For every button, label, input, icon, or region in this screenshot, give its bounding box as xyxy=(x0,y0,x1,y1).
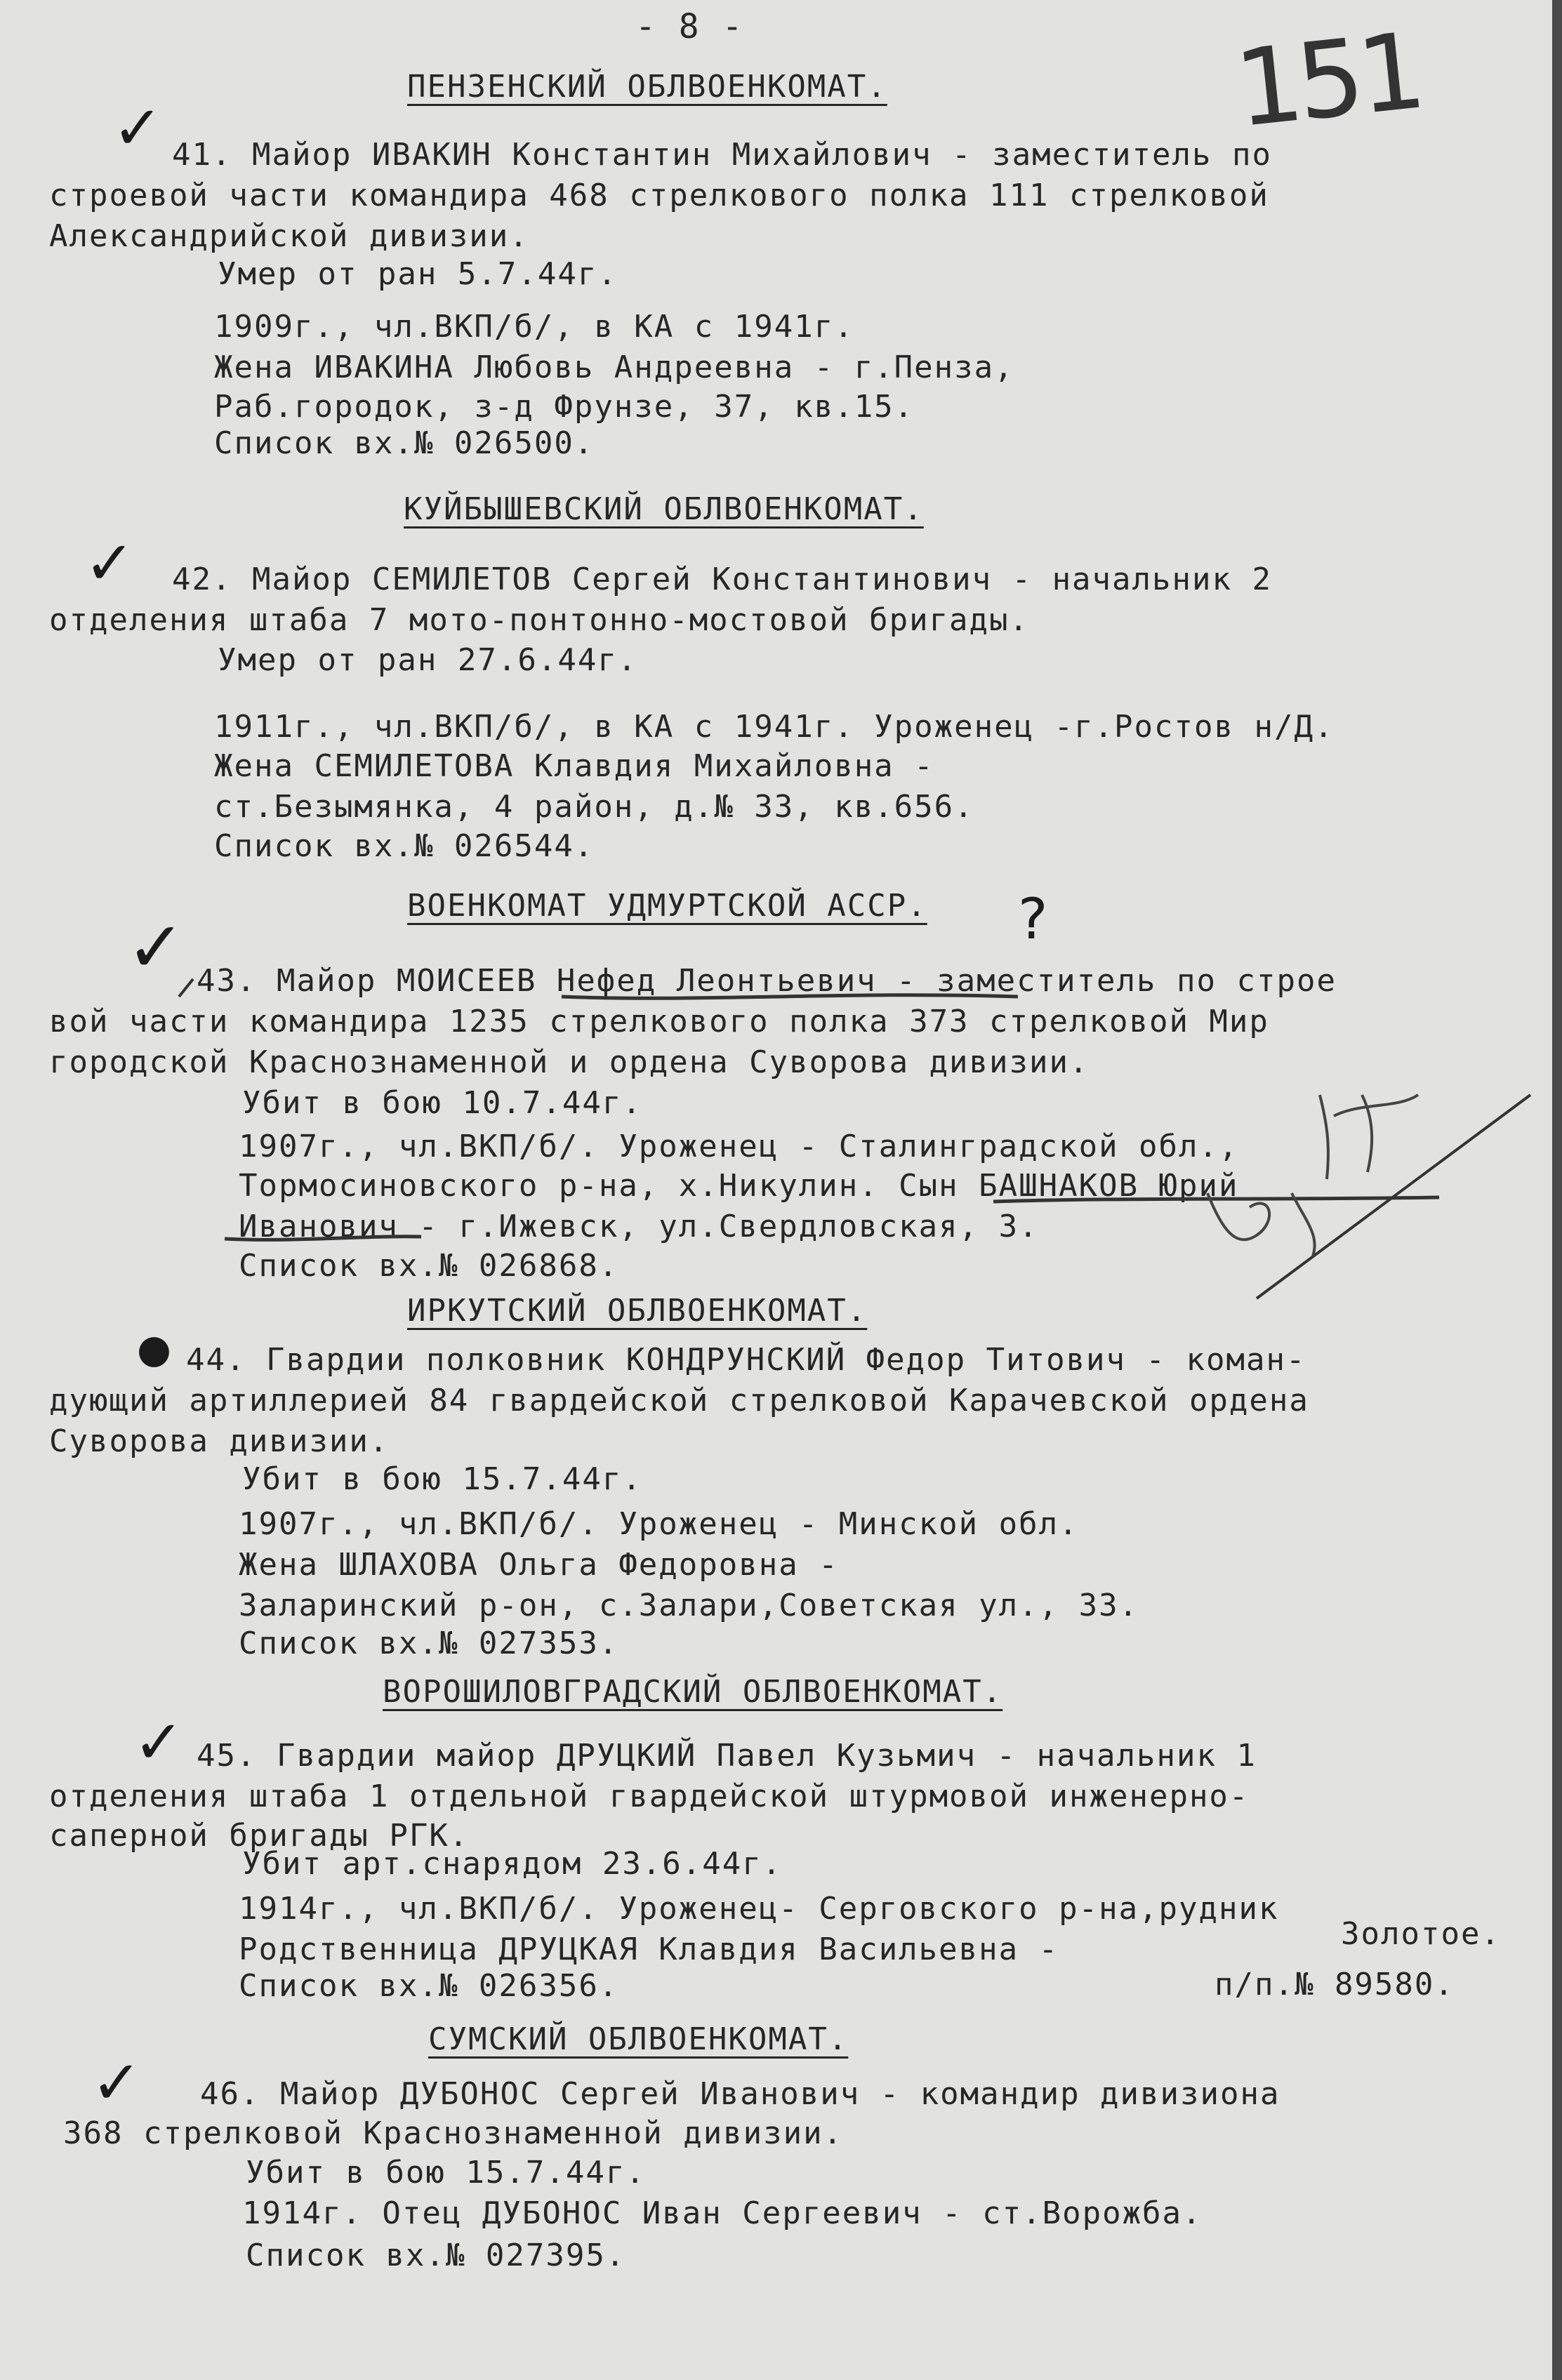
entry-42-line-7: Список вх.№ 026544. xyxy=(214,828,595,864)
pencil-signature xyxy=(1207,1095,1418,1256)
entry-45-line-6: Родственница ДРУЦКАЯ Клавдия Васильевна - xyxy=(239,1932,1059,1967)
section-header-sumy: СУМСКИЙ ОБЛВОЕНКОМАТ. xyxy=(428,2021,849,2057)
entry-42-line-3: Умер от ран 27.6.44г. xyxy=(218,642,638,678)
section-header-penza: ПЕНЗЕНСКИЙ ОБЛВОЕНКОМАТ. xyxy=(407,69,887,105)
check-mark-45: ✓ xyxy=(133,1708,186,1778)
page-number: - 8 - xyxy=(635,7,744,46)
section-header-udmurt: ВОЕНКОМАТ УДМУРТСКОЙ АССР. xyxy=(407,888,927,924)
entry-42-line-4: 1911г., чл.ВКП/б/, в КА с 1941г. Уроженец -г.Ростов н/Д. xyxy=(214,709,1335,745)
check-mark-41: ✓ xyxy=(112,93,165,164)
entry-44-line-3: Суворова дивизии. xyxy=(49,1423,390,1459)
pencil-underline-moiseev xyxy=(562,995,1018,999)
bullet-mark-44: ● xyxy=(137,1327,173,1372)
entry-44-line-7: Заларинский р-он, с.Залари,Советская ул., 33. xyxy=(239,1588,1139,1623)
entry-41-line-1: 41. Майор ИВАКИН Константин Михайлович - заместитель по xyxy=(172,137,1272,173)
entry-45-line-4: Убит арт.снарядом 23.6.44г. xyxy=(242,1846,783,1882)
entry-44-line-1: 44. Гвардии полковник КОНДРУНСКИЙ Федор Титович - коман- xyxy=(186,1342,1306,1378)
entry-45-line-9: п/п.№ 89580. xyxy=(1214,1967,1455,2002)
entry-41-line-4: Умер от ран 5.7.44г. xyxy=(218,256,618,292)
entry-43-line-5: 1907г., чл.ВКП/б/. Уроженец - Сталинградской обл., xyxy=(239,1129,1239,1164)
entry-44-line-5: 1907г., чл.ВКП/б/. Уроженец - Минской обл. xyxy=(239,1506,1079,1542)
entry-43-line-8: Список вх.№ 026868. xyxy=(239,1248,619,1284)
pencil-diagonal-stroke xyxy=(1257,1095,1530,1298)
entry-42-line-6: ст.Безымянка, 4 район, д.№ 33, кв.656. xyxy=(214,789,974,825)
entry-41-line-5: 1909г., чл.ВКП/б/, в КА с 1941г. xyxy=(214,309,854,345)
section-header-kuibyshev: КУЙБЫШЕВСКИЙ ОБЛВОЕНКОМАТ. xyxy=(404,491,924,527)
entry-45-line-7: Золотое. xyxy=(1341,1916,1501,1952)
entry-44-line-6: Жена ШЛАХОВА Ольга Федоровна - xyxy=(239,1547,839,1583)
pencil-mark-43 xyxy=(179,979,193,997)
entry-46-line-4: 1914г. Отец ДУБОНОС Иван Сергеевич - ст.Ворожба. xyxy=(242,2195,1203,2231)
section-header-voroshilovgrad: ВОРОШИЛОВГРАДСКИЙ ОБЛВОЕНКОМАТ. xyxy=(383,1674,1003,1710)
check-mark-46: ✓ xyxy=(91,2048,144,2118)
entry-41-line-8: Список вх.№ 026500. xyxy=(214,425,595,461)
check-mark-42: ✓ xyxy=(84,528,137,599)
entry-45-line-5: 1914г., чл.ВКП/б/. Уроженец- Серговского р-на,рудник xyxy=(239,1891,1279,1927)
entry-43-line-1: 43. Майор МОИСЕЕВ Нефед Леонтьевич - заместитель по строе xyxy=(197,963,1337,999)
entry-41-line-2: строевой части командира 468 стрелкового полка 111 стрелковой xyxy=(49,178,1269,213)
entry-45-line-2: отделения штаба 1 отдельной гвардейской штурмовой инженерно- xyxy=(49,1779,1250,1814)
entry-43-line-6: Тормосиновского р-на, х.Никулин. Сын БАШНАКОВ Юрий xyxy=(239,1168,1239,1204)
entry-42-line-2: отделения штаба 7 мото-понтонно-мостовой бригады. xyxy=(49,602,1030,638)
entry-43-line-7: Иванович - г.Ижевск, ул.Свердловская, 3. xyxy=(239,1209,1039,1244)
entry-44-line-4: Убит в бою 15.7.44г. xyxy=(242,1461,642,1497)
entry-43-line-3: городской Краснознаменной и ордена Суворова дивизии. xyxy=(49,1044,1090,1080)
entry-42-line-1: 42. Майор СЕМИЛЕТОВ Сергей Константинович - начальник 2 xyxy=(172,561,1272,597)
entry-46-line-5: Список вх.№ 027395. xyxy=(246,2238,626,2273)
check-mark-43: ✓ xyxy=(126,906,187,988)
entry-41-line-3: Александрийской дивизии. xyxy=(49,218,529,254)
entry-41-line-7: Раб.городок, з-д Фрунзе, 37, кв.15. xyxy=(214,389,915,425)
entry-46-line-1: 46. Майор ДУБОНОС Сергей Иванович - командир дивизиона xyxy=(200,2076,1280,2112)
pencil-underline-ivanovich xyxy=(225,1237,421,1240)
entry-45-line-3: саперной бригады РГК. xyxy=(49,1818,470,1854)
archive-number: 151 xyxy=(1229,10,1426,152)
entry-43-line-4: Убит в бою 10.7.44г. xyxy=(242,1085,642,1121)
entry-44-line-2: дующий артиллерией 84 гвардейской стрелковой Карачевской ордена xyxy=(49,1383,1309,1418)
section-header-irkutsk: ИРКУТСКИЙ ОБЛВОЕНКОМАТ. xyxy=(407,1293,868,1329)
entry-45-line-1: 45. Гвардии майор ДРУЦКИЙ Павел Кузьмич - начальник 1 xyxy=(197,1738,1257,1774)
entry-46-line-3: Убит в бою 15.7.44г. xyxy=(246,2155,646,2190)
question-mark: ? xyxy=(1018,886,1050,952)
entry-42-line-5: Жена СЕМИЛЕТОВА Клавдия Михайловна - xyxy=(214,748,934,784)
entry-41-line-6: Жена ИВАКИНА Любовь Андреевна - г.Пенза, xyxy=(214,350,1014,385)
entry-44-line-8: Список вх.№ 027353. xyxy=(239,1626,619,1661)
entry-45-line-8: Список вх.№ 026356. xyxy=(239,1968,619,2004)
pencil-underline-bashnakov xyxy=(993,1197,1439,1202)
entry-43-line-2: вой части командира 1235 стрелкового полка 373 стрелковой Мир xyxy=(49,1004,1269,1039)
entry-46-line-2: 368 стрелковой Краснознаменной дивизии. xyxy=(63,2115,844,2151)
